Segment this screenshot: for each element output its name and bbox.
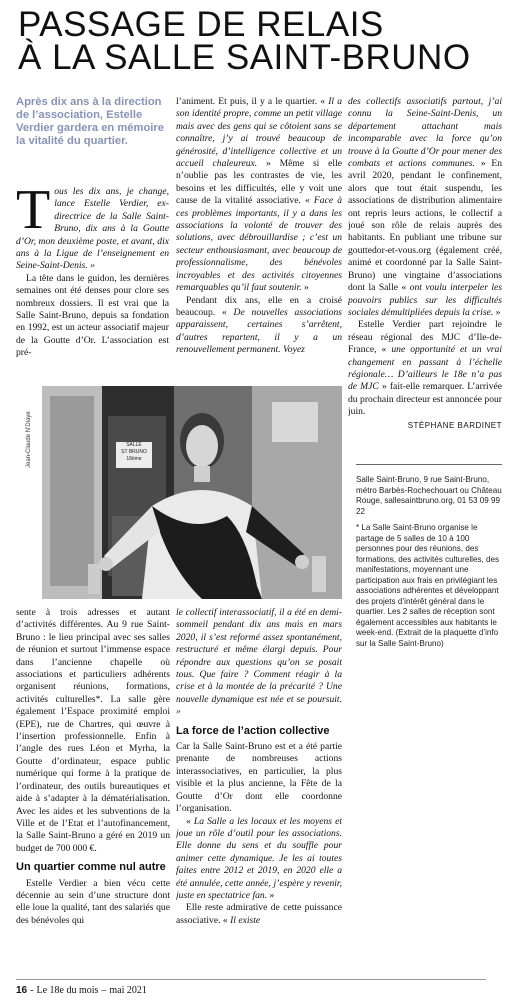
sign-line-1: SALLE [126, 442, 142, 448]
quote: ont voulu interpeler les pouvoirs publics sur les difficultés sociales démultipliées depuis la crise. [348, 282, 502, 318]
text-run: » fait-elle remarquer. L’arrivée du prochain directeur est annoncée pour juin. [348, 381, 502, 418]
article-paragraph [176, 902, 342, 927]
info-box [356, 464, 502, 655]
text-run: » [495, 306, 501, 318]
quote: des collectifs associatifs partout, j’ai connu la Seine-Saint-Denis, un département attachant mais incomparable avec la force qu’on trouve à la Goutte d’Or pour mener des combats et actions communes. [348, 96, 502, 170]
info-address: Salle Saint-Bruno, 9 rue Saint-Bruno, métro Barbès-Rochechouart ou Château Rouge, sallesaintbruno.org, 01 53 09 99 22 [356, 475, 502, 516]
text-run: l’animent. Et puis, il y a le quartier. « [176, 96, 326, 107]
article-paragraph [176, 96, 342, 295]
sign-line-2: ST BRUNO [121, 449, 147, 455]
dropcap: T [16, 186, 51, 241]
article-paragraph: Estelle Verdier a bien vécu cette décennie au sein d’une structure dont elle loue la qualité, tant des salariés que des bénévoles qui [16, 877, 170, 926]
quote: Il a son identité propre, comme un petit village mais avec des gens qui se côtoient sans se connaître, j’y ai trouvé beaucoup de générosité, d’intelligence collective et un accueil chaleureux. [176, 96, 342, 170]
photo-credit: Jean-Claude N’Diaye [26, 411, 32, 468]
headline [18, 5, 498, 77]
quote: une opportunité et un vrai changement en passant à l’échelle régionale… D’ailleurs le 18e n’a pas de MJC [348, 344, 502, 393]
article-photo [42, 386, 342, 599]
column-3-top [348, 96, 502, 456]
column-2-top [176, 96, 342, 384]
sign-line-3: 18ème [126, 456, 142, 462]
text-run: Elle reste admirative de cette puissance associative. « [176, 902, 342, 926]
text-run: Estelle Verdier part rejoindre le réseau régional des MJC d’Ile-de-France, « [348, 319, 502, 356]
column-1-bottom [16, 607, 170, 955]
article-paragraph [176, 607, 342, 719]
article-paragraph [348, 96, 502, 319]
article-paragraph [176, 816, 342, 903]
headline-line-2: À LA SALLE SAINT-BRUNO [18, 38, 471, 77]
text-run: » [269, 889, 275, 901]
photo-sign [116, 442, 152, 468]
divider [356, 464, 502, 465]
page-number: 16 [16, 985, 28, 996]
article-paragraph [348, 319, 502, 418]
intro-paragraph [16, 186, 169, 273]
quote: Face à ces problèmes importants, il y a dans les associations la volonté de trouver des solutions, avec débrouillardise ; c’est un secteur enthousiasmant, avec beaucoup de professionnalisme, des bénévoles incroyables et des activités citoyennes remarquables qu’il faut soutenir. [176, 195, 342, 294]
footer-divider [16, 979, 486, 980]
column-2-bottom [176, 607, 342, 955]
article-paragraph [176, 295, 342, 357]
photo-illustration [42, 386, 342, 599]
article-paragraph: La tête dans le guidon, les dernières semaines ont été denses pour clore ses nombreux dossiers. Il est vrai que la Salle Saint-Bruno, depuis sa fondation en 1992, est un acteur associatif majeur de la Goutte d’Or. L’association est pré- [16, 272, 169, 359]
text-run: » [304, 282, 309, 294]
quote: De nouvelles associations apparaissent, certaines s’arrêtent, d’autres repartent, il y a un renouvellement permanent. Voyez [176, 306, 342, 356]
article-paragraph: Car la Salle Saint-Bruno est et a été partie prenante de nombreuses actions interassociatives, en particulier, la plus visible et la plus ancienne, la Fête de la Goutte d’Or dont elle coordonne l’organisation. [176, 741, 342, 815]
author-signature: STÉPHANE BARDINET [407, 420, 502, 430]
quote: La Salle a les locaux et les moyens et joue un rôle d’outil pour les associations. Elle donne du sens et du souffle pour animer cette dynamique. Je les ai toutes faites entre 2012 et 2019, en 2020 elle a été annulée, cette année, j’espère y revenir, juste en spectatrice fan. [176, 815, 342, 901]
text-run: » Même si elle n’oublie pas les contrastes de vie, les besoins et les difficultés, elle y voit une cause de la vitalité associative. « [176, 158, 342, 207]
article-paragraph: sente à trois adresses et autant d’activités différentes. Au 9 rue Saint-Bruno : le lieu principal avec ses salles de réunion et surtout l’immense espace dans l’ancienne chapelle où associations et particuliers adhérents organisent réunions, formations, activités culturelles*. La salle gère également l’Espace proximité emploi (EPE), rue de Chartres, qui œuvre à l’insertion professionnelle. Enfin à l’angle des rues Léon et Myrha, la Goutte d’ordinateur, espace public numérique qui forme à la pratique de l’ordinateur, des outils bureautiques et aide à s’adapter à la dématérialisation. Avec les aides et les subventions de la Ville et de l’Etat et l’autofinancement, la Salle Saint-Bruno a géré en 2019 un budget de 700 000 €. [16, 607, 170, 854]
text-run: » En avril 2020, pendant le confinement, alors que tout était suspendu, les associations de distribution alimentaire ont repris leurs actions, le collectif a joué son rôle de relais auprès des habitants. En publiant une tribune sur gouttedor-et-vous.org (également créé, animé et coordonné par la Salle Saint-Bruno) une vingtaine d’associations dont la Salle « [348, 158, 502, 294]
text-run: Pendant dix ans, elle en a croisé beaucoup. « [176, 294, 342, 318]
issue-date: mai 2021 [109, 985, 147, 996]
intro-quote: ous les dix ans, je change, lance Estelle Verdier, ex-directrice de la Salle Saint-Bruno, dix ans à la Goutte d’Or, mon deuxième poste, et avant, dix ans à la Ligue de l’enseignement en Seine-Saint-Denis. » [16, 186, 169, 272]
column-1-top [16, 186, 169, 382]
quote: le collectif interassociatif, il a été en demi-sommeil pendant dix ans mais en mars 2020, il s’est reformé assez spontanément, restructuré et même élargi depuis. Pour répondre aux questions qu’on se posait tous. Que faire ? Comment réagir à la crise et à la montée de la précarité ? Une nouvelle dynamique est née et se poursuit. » [176, 607, 342, 718]
lede: Après dix ans à la direction de l’association, Estelle Verdier gardera en mémoire la vitalité du quartier. [16, 96, 164, 147]
text-run: « [186, 815, 191, 827]
quote: Il existe [230, 914, 261, 926]
publication-name: Le 18e du mois [36, 985, 99, 996]
info-description: * La Salle Saint-Bruno organise le partage de 5 salles de 10 à 100 personnes pour des réunions, des formations, des activités culturelles, des manifestations, moyennant une participation aux frais en privilégiant les associations adhérentes et développant des projets d’intérêt général dans le quartier. Les 2 salles de réception sont également accessibles aux habitants le week-end. (Extrait de la plaquette d’info sur la Salle Saint-Bruno) [356, 523, 500, 648]
headline-line-1: PASSAGE DE RELAIS [18, 5, 384, 44]
subheading: La force de l’action collective [176, 724, 330, 737]
page-footer: 16 - Le 18e du mois – mai 2021 [16, 985, 506, 996]
subheading: Un quartier comme nul autre [16, 861, 166, 874]
